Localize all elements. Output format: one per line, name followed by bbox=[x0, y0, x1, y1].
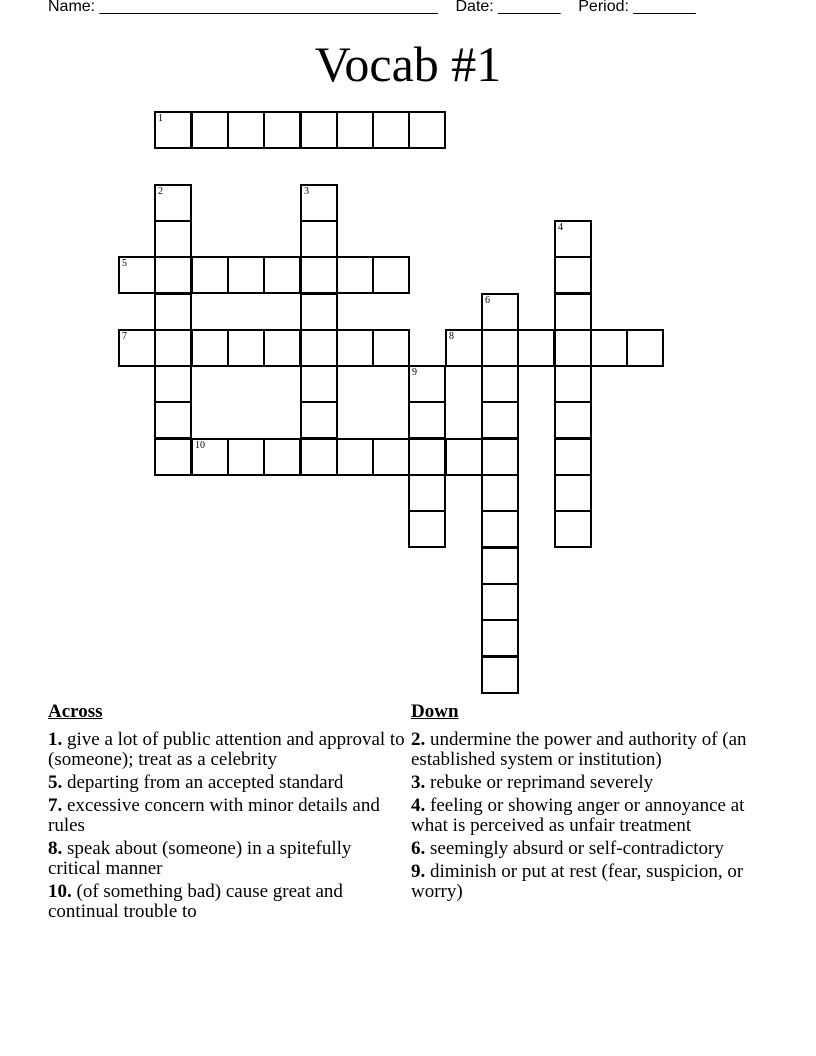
crossword-cell[interactable] bbox=[300, 111, 338, 149]
crossword-cell[interactable] bbox=[481, 474, 519, 512]
crossword-cell[interactable] bbox=[408, 474, 446, 512]
clue-down-3 bbox=[411, 773, 781, 793]
crossword-cell[interactable] bbox=[481, 365, 519, 403]
clue-text: excessive concern with minor details and rules bbox=[48, 795, 380, 836]
clue-number: 2. bbox=[411, 729, 426, 750]
crossword-cell[interactable] bbox=[372, 438, 410, 476]
clue-across-8 bbox=[48, 839, 408, 879]
crossword-cell[interactable] bbox=[517, 329, 555, 367]
crossword-cell[interactable] bbox=[154, 438, 192, 476]
crossword-cell[interactable] bbox=[300, 184, 338, 222]
clue-number: 10. bbox=[48, 881, 72, 902]
crossword-cell[interactable] bbox=[336, 438, 374, 476]
down-heading: Down bbox=[411, 701, 459, 722]
clue-across-5 bbox=[48, 773, 408, 793]
clue-number: 8. bbox=[48, 838, 63, 859]
crossword-cell[interactable] bbox=[154, 401, 192, 439]
crossword-cell[interactable] bbox=[227, 438, 265, 476]
crossword-cell[interactable] bbox=[408, 111, 446, 149]
crossword-cell[interactable] bbox=[154, 184, 192, 222]
crossword-cell[interactable] bbox=[590, 329, 628, 367]
crossword-cell[interactable] bbox=[300, 365, 338, 403]
crossword-cell[interactable] bbox=[554, 329, 592, 367]
crossword-cell[interactable] bbox=[300, 401, 338, 439]
clue-number: 9. bbox=[411, 861, 426, 882]
clue-across-10 bbox=[48, 882, 408, 922]
down-clues bbox=[411, 702, 781, 905]
crossword-cell[interactable] bbox=[227, 111, 265, 149]
clue-text: feeling or showing anger or annoyance at what is perceived as unfair treatment bbox=[411, 795, 745, 836]
clue-number-label: 4 bbox=[558, 222, 563, 233]
clue-number: 1. bbox=[48, 729, 63, 750]
clue-number-label: 6 bbox=[485, 295, 490, 306]
clue-text: seemingly absurd or self-contradictory bbox=[430, 838, 724, 859]
clue-text: (of something bad) cause great and continual trouble to bbox=[48, 881, 343, 922]
crossword-cell[interactable] bbox=[263, 111, 301, 149]
crossword-cell[interactable] bbox=[554, 510, 592, 548]
clue-text: departing from an accepted standard bbox=[67, 772, 344, 793]
crossword-cell[interactable] bbox=[408, 438, 446, 476]
crossword-cell[interactable] bbox=[336, 111, 374, 149]
clue-down-9 bbox=[411, 862, 781, 902]
crossword-cell[interactable] bbox=[227, 256, 265, 294]
crossword-cell[interactable] bbox=[118, 329, 156, 367]
clue-number: 4. bbox=[411, 795, 426, 816]
clue-number: 3. bbox=[411, 772, 426, 793]
crossword-cell[interactable] bbox=[408, 401, 446, 439]
clue-number-label: 9 bbox=[412, 367, 417, 378]
page-title: Vocab #1 bbox=[314, 36, 502, 92]
crossword-cell[interactable] bbox=[191, 256, 229, 294]
clue-text: diminish or put at rest (fear, suspicion, or worry) bbox=[411, 861, 744, 902]
clue-text: undermine the power and authority of (an established system or institution) bbox=[411, 729, 747, 770]
clue-number-label: 7 bbox=[122, 331, 127, 342]
clue-across-1 bbox=[48, 730, 408, 770]
crossword-cell[interactable] bbox=[191, 438, 229, 476]
clue-text: speak about (someone) in a spitefully critical manner bbox=[48, 838, 352, 879]
crossword-cell[interactable] bbox=[481, 510, 519, 548]
crossword-cell[interactable] bbox=[445, 438, 483, 476]
crossword-cell[interactable] bbox=[554, 220, 592, 258]
crossword-cell[interactable] bbox=[408, 365, 446, 403]
clue-down-2 bbox=[411, 730, 781, 770]
crossword-cell[interactable] bbox=[154, 256, 192, 294]
crossword-cell[interactable] bbox=[554, 474, 592, 512]
clue-text: give a lot of public attention and approval to (someone); treat as a celebrity bbox=[48, 729, 405, 770]
crossword-cell[interactable] bbox=[372, 256, 410, 294]
clue-number-label: 2 bbox=[158, 186, 163, 197]
crossword-cell[interactable] bbox=[481, 656, 519, 694]
clue-down-4 bbox=[411, 796, 781, 836]
clue-text: rebuke or reprimand severely bbox=[430, 772, 654, 793]
clue-number-label: 10 bbox=[195, 440, 205, 451]
crossword-cell[interactable] bbox=[154, 365, 192, 403]
crossword-cell[interactable] bbox=[263, 438, 301, 476]
crossword-cell[interactable] bbox=[481, 619, 519, 657]
crossword-cell[interactable] bbox=[154, 293, 192, 331]
crossword-cell[interactable] bbox=[445, 329, 483, 367]
crossword-cell[interactable] bbox=[118, 256, 156, 294]
crossword-cell[interactable] bbox=[372, 329, 410, 367]
crossword-cell[interactable] bbox=[300, 256, 338, 294]
crossword-cell[interactable] bbox=[300, 329, 338, 367]
crossword-cell[interactable] bbox=[336, 329, 374, 367]
clue-across-7 bbox=[48, 796, 408, 836]
crossword-cell[interactable] bbox=[626, 329, 664, 367]
crossword-cell[interactable] bbox=[300, 220, 338, 258]
crossword-cell[interactable] bbox=[154, 111, 192, 149]
crossword-cell[interactable] bbox=[554, 438, 592, 476]
crossword-cell[interactable] bbox=[481, 547, 519, 585]
student-info-line: Name: ______________________________________ Date: _______ Period: _______ bbox=[48, 0, 696, 15]
crossword-cell[interactable] bbox=[154, 329, 192, 367]
crossword-cell[interactable] bbox=[481, 293, 519, 331]
crossword-cell[interactable] bbox=[372, 111, 410, 149]
clue-number: 7. bbox=[48, 795, 63, 816]
crossword-cell[interactable] bbox=[191, 329, 229, 367]
crossword-cell[interactable] bbox=[481, 329, 519, 367]
crossword-cell[interactable] bbox=[154, 220, 192, 258]
crossword-cell[interactable] bbox=[336, 256, 374, 294]
clue-number: 5. bbox=[48, 772, 63, 793]
across-heading: Across bbox=[48, 701, 103, 722]
crossword-cell[interactable] bbox=[554, 401, 592, 439]
across-clues bbox=[48, 702, 408, 925]
clue-number-label: 3 bbox=[304, 186, 309, 197]
crossword-cell[interactable] bbox=[227, 329, 265, 367]
crossword-cell[interactable] bbox=[481, 583, 519, 621]
clue-number-label: 1 bbox=[158, 113, 163, 124]
crossword-cell[interactable] bbox=[408, 510, 446, 548]
clue-number-label: 5 bbox=[122, 258, 127, 269]
clue-number: 6. bbox=[411, 838, 426, 859]
crossword-cell[interactable] bbox=[300, 293, 338, 331]
clue-number-label: 8 bbox=[449, 331, 454, 342]
clue-down-6 bbox=[411, 839, 781, 859]
crossword-cell[interactable] bbox=[481, 438, 519, 476]
crossword-cell[interactable] bbox=[263, 329, 301, 367]
crossword-cell[interactable] bbox=[481, 401, 519, 439]
crossword-cell[interactable] bbox=[300, 438, 338, 476]
crossword-cell[interactable] bbox=[554, 365, 592, 403]
crossword-cell[interactable] bbox=[554, 293, 592, 331]
crossword-cell[interactable] bbox=[263, 256, 301, 294]
crossword-cell[interactable] bbox=[554, 256, 592, 294]
crossword-cell[interactable] bbox=[191, 111, 229, 149]
